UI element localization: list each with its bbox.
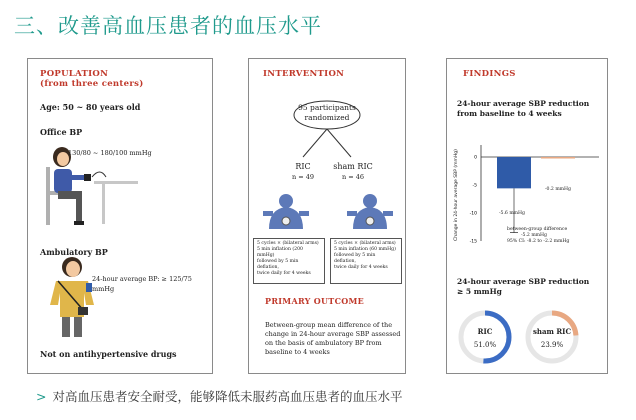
sham-donut-name: sham RIC [532,327,572,336]
y-tick-label: -10 [469,211,477,217]
ric-donut-value: 51.0% [473,341,497,349]
ric-protocol-line: followed by 5 min deflation, [257,259,299,270]
office-bp-label: Office BP [40,127,83,137]
ric-group-label: RIC [295,162,311,171]
conclusion-sentence: 对高血压患者安全耐受，能够降低未服药高血压患者的血压水平 [52,389,403,404]
bar-ric [497,157,531,188]
ric-protocol-line: 5 min inflation (200 mmHg) [257,247,303,258]
sham-patient-figure [343,193,397,229]
difference-label: between-group difference [507,227,568,232]
bar-chart-y-axis-label: Change in 24-hour average SBP (mmHg) [454,149,459,241]
population-panel [27,58,213,374]
conclusion-text [36,387,403,405]
ambulatory-bp-value: 24-hour average BP: ≥ 125/75 mmHg [92,275,192,293]
y-tick-label: 0 [474,155,477,161]
sham-protocol-line: 5 cycles × (bilateral arms) [334,241,396,246]
sham-protocol-line: followed by 5 min deflation, [334,253,376,264]
ric-donut-name: RIC [477,327,493,336]
ric-group-n: n = 49 [291,173,315,181]
office-bp-value: 130/80 ~ 180/100 mmHg [68,149,152,157]
participants-count: 95 participants [298,103,356,112]
bar-sham-ric [541,157,575,159]
ambulatory-patient-illustration [44,255,104,341]
findings-panel [446,58,608,374]
population-subheading: (from three centers) [40,79,144,89]
donut-title-line2: ≥ 5 mmHg [457,287,502,296]
y-tick-label: -5 [472,183,477,189]
bullet-arrow: > [36,389,47,404]
ric-protocol-box [253,238,325,284]
participants-randomized: randomized [304,113,350,122]
outcome-text-line: Between-group mean difference of the [265,321,393,329]
bar-chart-title-line2: from baseline to 4 weeks [457,109,562,118]
age-range: Age: 50 ~ 80 years old [40,102,141,112]
sham-protocol-line: twice daily for 4 weeks [334,265,388,270]
bar-chart-title-line1: 24-hour average SBP reduction [457,99,590,108]
intervention-panel [248,58,406,374]
donut-title-line1: 24-hour average SBP reduction [457,277,590,286]
medication-note: Not on antihypertensive drugs [40,349,177,359]
sham-group-label: sham RIC [333,162,373,171]
sbp-reduction-donut-charts [447,303,609,373]
intervention-heading: INTERVENTION [263,69,345,79]
outcome-text-line: baseline to 4 weeks [265,348,330,356]
sham-protocol-line: 5 min inflation (60 mmHg) [334,247,396,252]
ric-protocol-line: 5 cycles × (bilateral arms) [257,241,319,246]
y-tick-label: -15 [469,239,477,245]
sham-donut-value: 23.9% [540,341,564,349]
bar-ric-value-label: -5.6 mmHg [499,211,525,216]
outcome-text-line: on the basis of ambulatory BP from [265,339,382,347]
ric-protocol-line: twice daily for 4 weeks [257,271,311,276]
ambulatory-bp-label: Ambulatory BP [40,247,108,257]
bar-sham-value-label: -0.2 mmHg [545,187,571,192]
page-title: 三、改善高血压患者的血压水平 [14,14,322,38]
sham-protocol-box [330,238,402,284]
ric-patient-figure [259,193,313,229]
population-heading: POPULATION [40,69,109,79]
findings-heading: FINDINGS [463,69,516,79]
outcome-text-line: change in 24-hour average SBP assessed [265,330,401,338]
sham-group-n: n = 46 [341,173,365,181]
difference-ci: 95% CI: -8.2 to -2.2 mmHg [507,239,570,244]
outcome-heading: PRIMARY OUTCOME [265,296,365,306]
difference-value: -5.2 mmHg [521,233,547,238]
